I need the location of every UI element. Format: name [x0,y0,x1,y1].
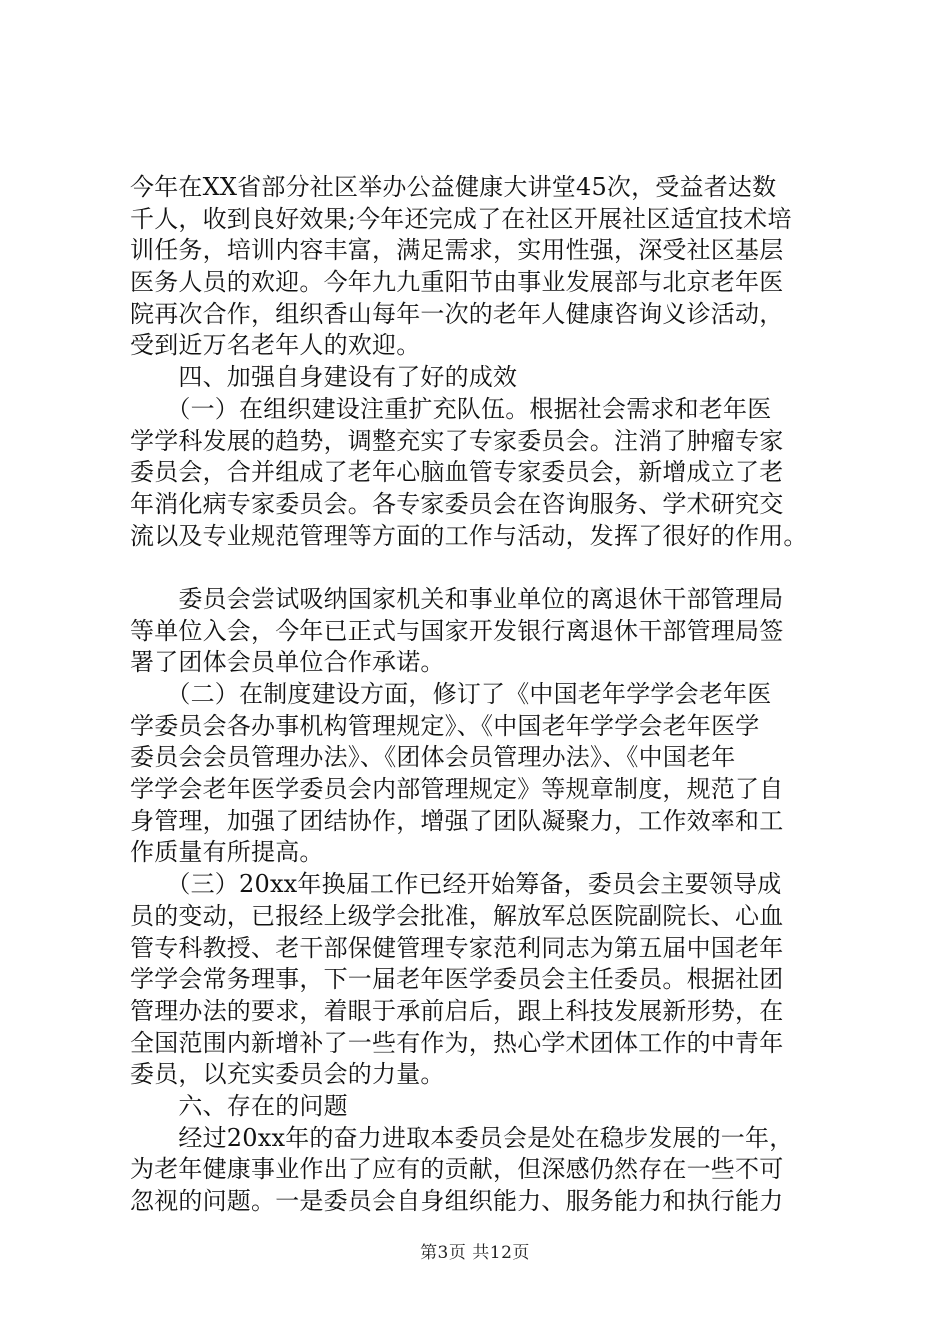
text-line: 训任务，培训内容丰富，满足需求，实用性强，深受社区基层 [130,236,784,265]
text-line: 为老年健康事业作出了应有的贡献，但深感仍然存在一些不可 [130,1155,784,1184]
text-line: （一）在组织建设注重扩充队伍。根据社会需求和老年医 [130,394,772,423]
text-line: 管理办法的要求，着眼于承前启后，跟上科技发展新形势，在 [130,996,784,1025]
text-line: 今年在XX省部分社区举办公益健康大讲堂45次，受益者达数 [130,173,777,201]
text-line: 医务人员的欢迎。今年九九重阳节由事业发展部与北京老年医 [130,268,784,297]
text-line: （三）20xx年换届工作已经开始筹备，委员会主要领导成 [130,870,782,899]
text-line: （二）在制度建设方面，修订了《中国老年学学会老年医 [130,680,772,708]
text-line: 全国范围内新增补了一些有作为，热心学术团体工作的中青年 [130,1028,784,1057]
text-line: 身管理，加强了团结协作，增强了团队凝聚力，工作效率和工 [130,806,784,835]
text-line: 受到近万名老年人的欢迎。 [130,331,421,360]
text-line: 委员会会员管理办法》、《团体会员管理办法》、《中国老年 [130,743,736,772]
text-line: 学学科发展的趋势，调整充实了专家委员会。注消了肿瘤专家 [130,426,784,455]
text-line: 流以及专业规范管理等方面的工作与活动，发挥了很好的作用。 [130,521,808,550]
page-number-footer: 第3页 共12页 [420,1243,530,1263]
text-line: 委员，以充实委员会的力量。 [130,1060,445,1089]
section-heading: 六、存在的问题 [130,1091,348,1120]
document-body [130,172,830,1218]
text-line: 委员会尝试吸纳国家机关和事业单位的离退休干部管理局 [130,584,784,613]
text-line: 学委员会各办事机构管理规定》、《中国老年学学会老年医学 [130,711,760,740]
text-line: 忽视的问题。一是委员会自身组织能力、服务能力和执行能力 [130,1187,784,1215]
section-heading: 四、加强自身建设有了好的成效 [130,363,518,392]
text-line: 作质量有所提高。 [130,838,324,867]
text-line: 年消化病专家委员会。各专家委员会在咨询服务、学术研究交 [130,489,784,518]
paragraph-gap [130,552,830,584]
text-line: 千人，收到良好效果;今年还完成了在社区开展社区适宜技术培 [130,204,792,233]
text-line: 员的变动，已报经上级学会批准，解放军总医院副院长、心血 [130,901,784,930]
text-line: 院再次合作，组织香山每年一次的老年人健康咨询义诊活动， [130,299,784,328]
text-line: 经过20xx年的奋力进取本委员会是处在稳步发展的一年， [130,1123,794,1152]
text-line: 委员会，合并组成了老年心脑血管专家委员会，新增成立了老 [130,458,784,487]
text-line: 学学会老年医学委员会内部管理规定》等规章制度，规范了自 [130,775,784,804]
text-line: 署了团体会员单位合作承诺。 [130,648,445,677]
text-line: 等单位入会，今年已正式与国家开发银行离退休干部管理局签 [130,616,784,645]
text-line: 管专科教授、老干部保健管理专家范利同志为第五届中国老年 [130,933,784,962]
text-line: 学学会常务理事，下一届老年医学委员会主任委员。根据社团 [130,965,784,994]
